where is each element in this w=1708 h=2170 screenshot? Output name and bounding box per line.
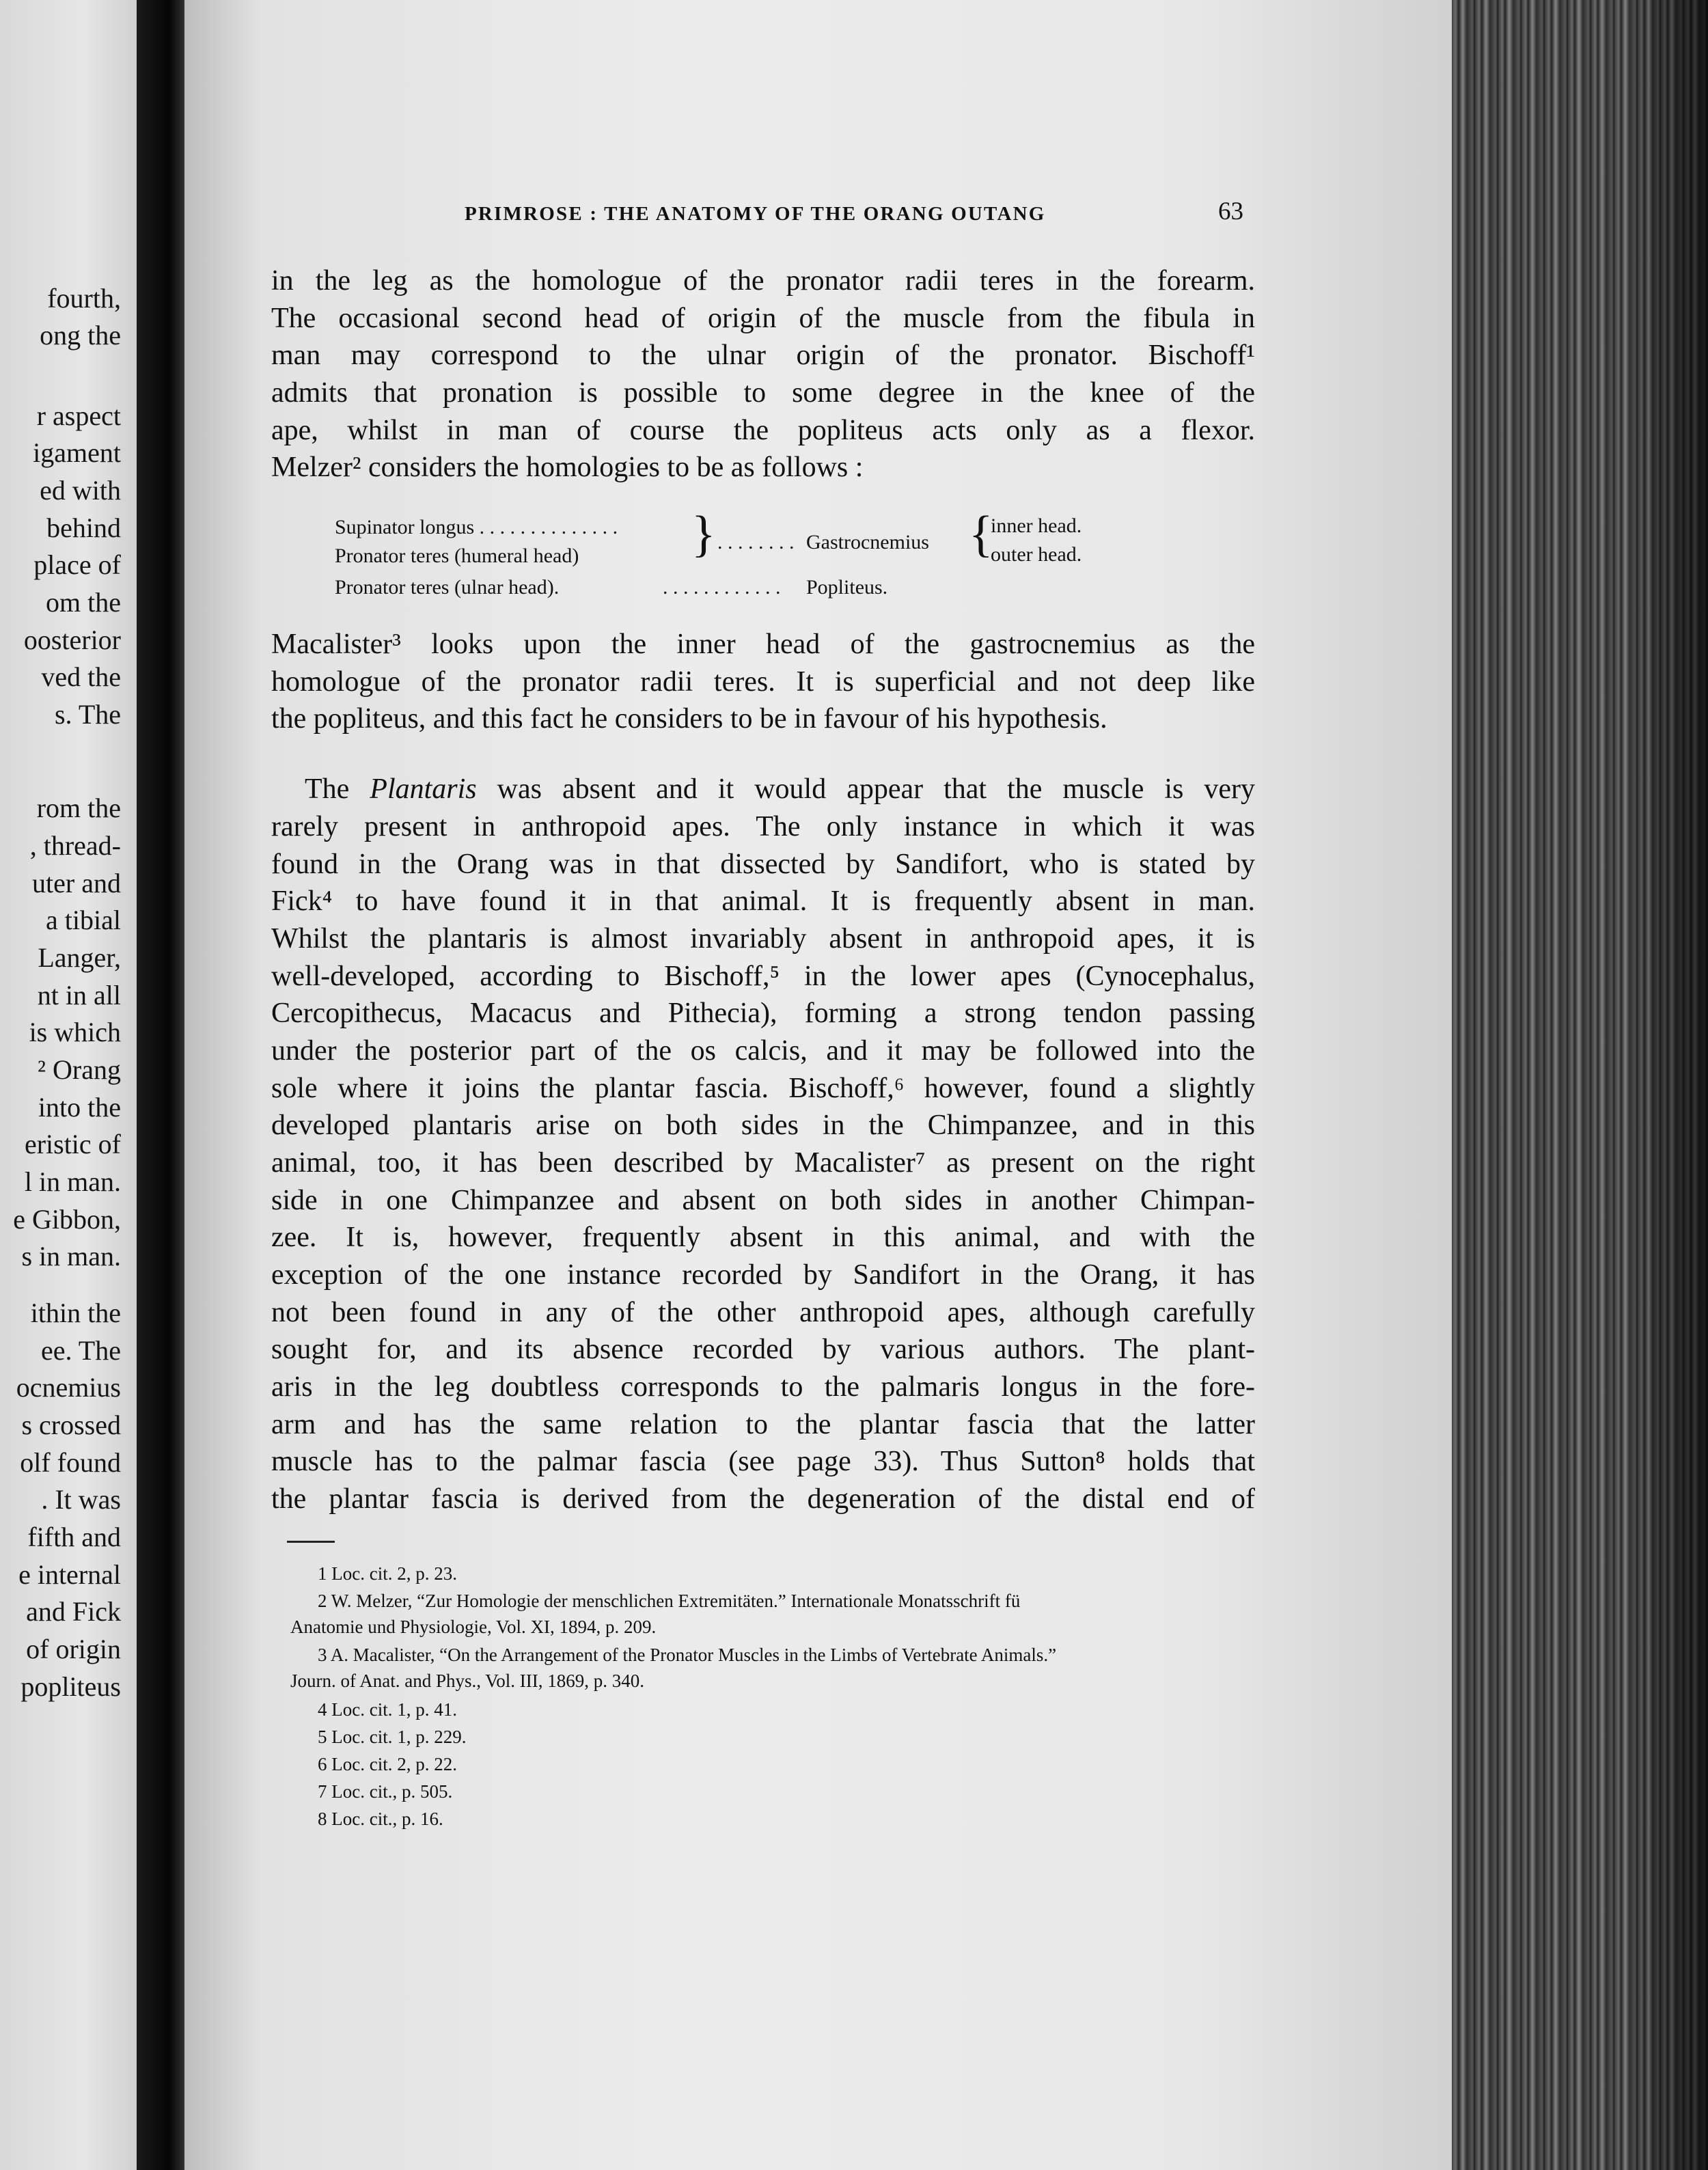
left-page-line: , thread- (29, 830, 121, 861)
left-page-line: place of (33, 549, 121, 580)
paragraph-3-line: Whilst the plantaris is almost invariably absent in anthropoid apes, it is (271, 923, 1255, 954)
paragraph-3-line: the plantar fascia is derived from the degeneration of the distal end of (271, 1483, 1255, 1515)
footnote-6: 6 Loc. cit. 2, p. 22. (318, 1754, 457, 1774)
paragraph-3-line: sole where it joins the plantar fascia. Bischoff,⁶ however, found a slightly (271, 1073, 1255, 1104)
footnote-3-continued: Journ. of Anat. and Phys., Vol. III, 1869, p. 340. (290, 1671, 644, 1691)
paragraph-3-line: side in one Chimpanzee and absent on both sides in another Chimpan- (271, 1185, 1255, 1216)
page-number: 63 (1218, 197, 1243, 225)
left-page-line: and Fick (26, 1596, 121, 1627)
paragraph-1-line: The occasional second head of origin of the muscle from the fibula in (271, 303, 1255, 334)
left-page-line: l in man. (24, 1166, 121, 1197)
paragraph-3-line: rarely present in anthropoid apes. The only instance in which it was (271, 811, 1255, 842)
paragraph-2-line: Macalister³ looks upon the inner head of the gastrocnemius as the (271, 629, 1255, 660)
left-page-line: olf found (20, 1447, 121, 1478)
table-row1-left: Supinator longus . . . . . . . . . . . . . . (335, 516, 618, 538)
table-row3-dots: . . . . . . . . . . . . (663, 576, 781, 599)
paragraph-3-line: arm and has the same relation to the plantar fascia that the latter (271, 1409, 1255, 1440)
paragraph-3-line: zee. It is, however, frequently absent in this animal, and with the (271, 1222, 1255, 1253)
right-brace-icon: } (691, 506, 716, 562)
homology-table (335, 506, 1141, 600)
table-row2-right: outer head. (991, 543, 1082, 566)
left-page-line: Langer, (38, 942, 121, 973)
table-row3-left: Pronator teres (ulnar head). (335, 576, 560, 599)
edge-shadow (1626, 0, 1708, 2170)
left-page-line: rom the (36, 793, 121, 823)
paragraph-3-suffix: was absent and it would appear that the muscle is very (476, 773, 1256, 805)
paragraph-1-line: ape, whilst in man of course the popliteus acts only as a flexor. (271, 415, 1255, 446)
left-page-line: s crossed (21, 1410, 121, 1440)
paragraph-1-line: Melzer² considers the homologies to be as follows : (271, 452, 864, 483)
left-page-line: fifth and (27, 1522, 121, 1552)
table-row3-right: Popliteus. (806, 576, 888, 599)
left-page-line: ong the (40, 320, 121, 351)
left-page-line: eristic of (24, 1129, 121, 1159)
paragraph-2-line: the popliteus, and this fact he considers to be in favour of his hypothesis. (271, 703, 1107, 734)
footnote-8: 8 Loc. cit., p. 16. (318, 1809, 443, 1829)
left-page-line: e Gibbon, (13, 1204, 121, 1235)
running-head: PRIMROSE : THE ANATOMY OF THE ORANG OUTANG (465, 203, 1046, 225)
left-page-line: s in man. (21, 1241, 121, 1272)
paragraph-3-line: found in the Orang was in that dissected by Sandifort, who is stated by (271, 849, 1255, 880)
paragraph-1-line: admits that pronation is possible to some degree in the knee of the (271, 377, 1255, 409)
paragraph-3-line: Cercopithecus, Macacus and Pithecia), forming a strong tendon passing (271, 998, 1255, 1029)
left-page-line: ² Orang (38, 1054, 121, 1085)
table-row1-right: inner head. (991, 514, 1082, 537)
left-page-line: ee. The (41, 1335, 121, 1366)
left-page-line: fourth, (47, 283, 121, 314)
left-page-line: ed with (40, 475, 121, 506)
paragraph-3-line: sought for, and its absence recorded by various authors. The plant- (271, 1334, 1255, 1365)
paragraph-1-line: man may correspond to the ulnar origin of the pronator. Bischoff¹ (271, 340, 1255, 371)
paragraph-3-line: animal, too, it has been described by Macalister⁷ as present on the right (271, 1147, 1255, 1179)
footnote-7: 7 Loc. cit., p. 505. (318, 1781, 453, 1802)
paragraph-3-line: exception of the one instance recorded by Sandifort in the Orang, it has (271, 1259, 1255, 1291)
paragraph-3-line: muscle has to the palmar fascia (see page 33). Thus Sutton⁸ holds that (271, 1446, 1255, 1477)
footnote-rule (287, 1541, 335, 1543)
table-dots: . . . . . . . . (717, 531, 795, 553)
paragraph-3-line: not been found in any of the other anthropoid apes, although carefully (271, 1297, 1255, 1328)
left-page-line: r aspect (36, 400, 121, 431)
left-page-line: of origin (26, 1634, 121, 1664)
left-page-line: igament (33, 437, 121, 468)
table-row2-left: Pronator teres (humeral head) (335, 545, 579, 567)
paragraph-3-line: well-developed, according to Bischoff,⁵ in the lower apes (Cynocephalus, (271, 961, 1255, 992)
footnote-3: 3 A. Macalister, “On the Arrangement of the Pronator Muscles in the Limbs of Vertebrate Animals.” (318, 1645, 1057, 1665)
paragraph-3-line-first (305, 771, 1255, 808)
paragraph-3-line: developed plantaris arise on both sides in the Chimpanzee, and in this (271, 1110, 1255, 1141)
left-page-line: a tibial (46, 905, 121, 935)
left-page-line: oosterior (23, 624, 121, 655)
left-page-line: ithin the (30, 1297, 121, 1328)
paragraph-3-prefix: The (305, 773, 370, 805)
paragraph-3-line: under the posterior part of the os calcis, and it may be followed into the (271, 1035, 1255, 1067)
book-gutter-shadow (137, 0, 191, 2170)
footnote-2: 2 W. Melzer, “Zur Homologie der menschlichen Extremitäten.” Internationale Monatsschrift fü (318, 1591, 1021, 1611)
plantaris-italic: Plantaris (370, 773, 477, 805)
footnote-2-continued: Anatomie und Physiologie, Vol. XI, 1894, p. 209. (290, 1617, 657, 1637)
left-facing-page (0, 0, 140, 2170)
left-page-line: uter and (32, 868, 121, 898)
left-page-line: into the (38, 1092, 121, 1123)
left-page-line: is which (29, 1017, 121, 1047)
left-brace-icon: { (969, 506, 993, 562)
footnote-1: 1 Loc. cit. 2, p. 23. (318, 1563, 457, 1584)
left-page-line: . It was (41, 1484, 121, 1515)
table-row1-middle: Gastrocnemius (806, 531, 929, 553)
left-page-line: ved the (41, 661, 121, 692)
left-page-line: popliteus (20, 1671, 121, 1702)
paragraph-3-line: Fick⁴ to have found it in that animal. It is frequently absent in man. (271, 885, 1255, 917)
paragraph-2-line: homologue of the pronator radii teres. It is superficial and not deep like (271, 666, 1255, 698)
footnote-5: 5 Loc. cit. 1, p. 229. (318, 1727, 467, 1747)
left-page-line: om the (46, 587, 121, 618)
left-page-line: ocnemius (16, 1372, 121, 1403)
left-page-line: behind (46, 512, 121, 543)
paragraph-1-line: in the leg as the homologue of the pronator radii teres in the forearm. (271, 265, 1255, 297)
footnote-4: 4 Loc. cit. 1, p. 41. (318, 1699, 457, 1720)
left-page-line: e internal (18, 1559, 121, 1590)
paragraph-3-line: aris in the leg doubtless corresponds to the palmaris longus in the fore- (271, 1371, 1255, 1403)
left-page-line: s. The (54, 699, 121, 730)
left-page-text-fragments (0, 0, 140, 2170)
left-page-line: nt in all (37, 980, 121, 1011)
